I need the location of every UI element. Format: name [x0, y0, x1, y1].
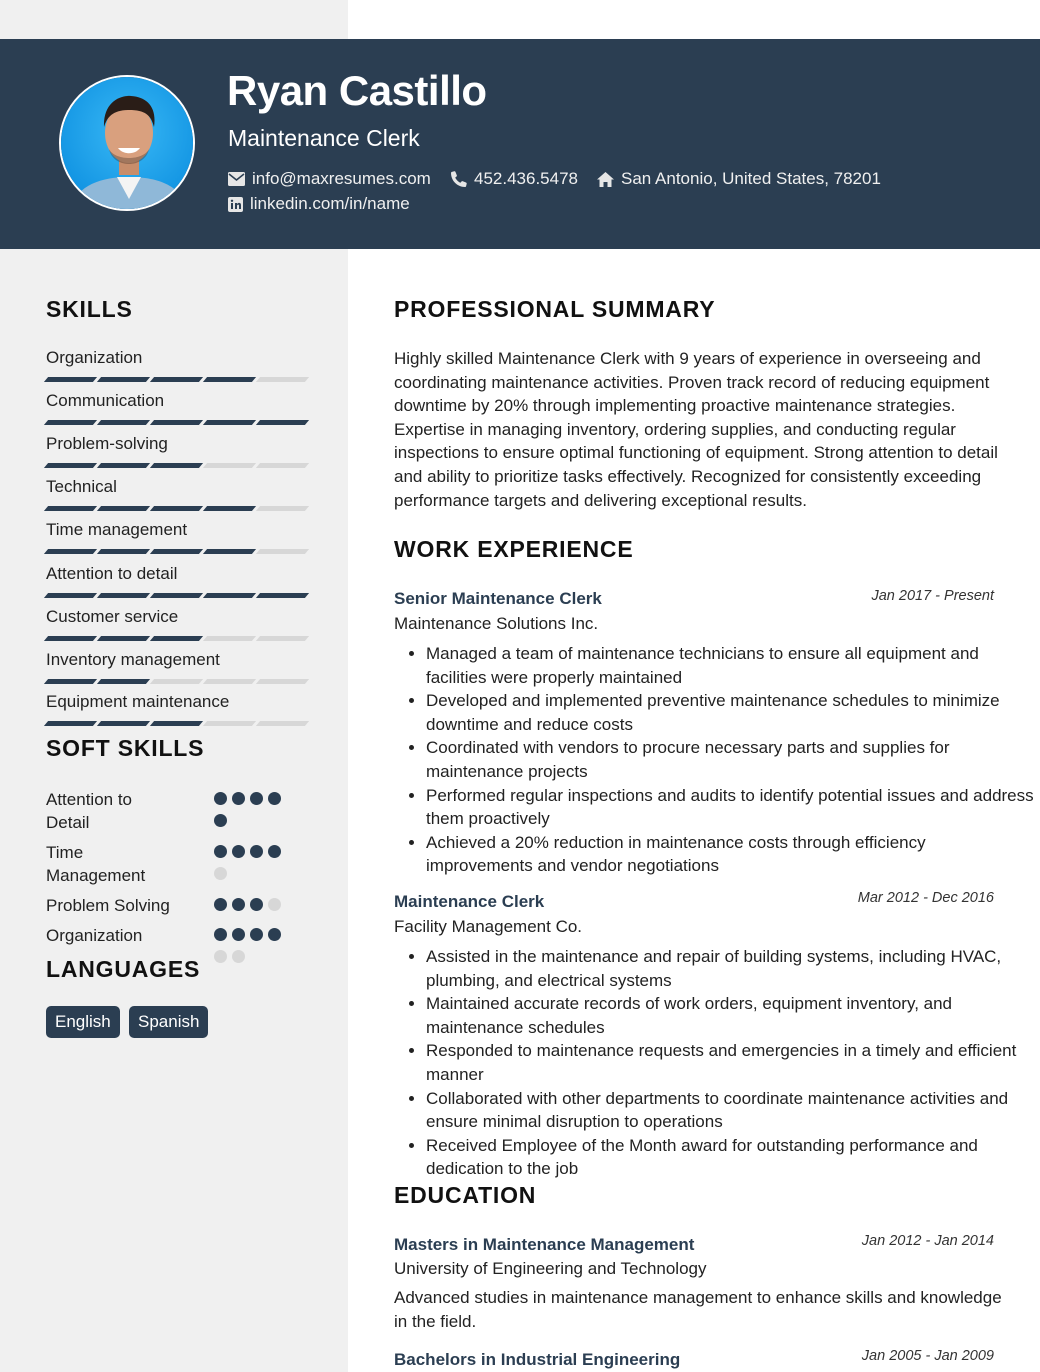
list-item: • Collaborated with other departments to coordinate maintenance activities and ensure minimal disruption to operations: [426, 1087, 1036, 1134]
degree-dates: Jan 2005 - Jan 2009: [861, 1348, 994, 1364]
skill-level-segment: [150, 721, 203, 726]
email-text: info@maxresumes.com: [252, 169, 431, 188]
skill-level-segment: [256, 549, 309, 554]
skill-level-segment: [203, 679, 256, 684]
skill-level-segment: [203, 463, 256, 468]
language-badge: Spanish: [129, 1006, 208, 1038]
soft-skill-rating: [214, 898, 286, 911]
skill-level-bar: [46, 593, 307, 598]
rating-dot: [268, 845, 281, 858]
list-item: • Received Employee of the Month award for outstanding performance and dedication to the job: [426, 1134, 1036, 1181]
soft-skill-label-line: Attention to: [46, 790, 133, 809]
list-item: • Coordinated with vendors to procure necessary parts and supplies for maintenance projects: [426, 736, 1036, 783]
skills-heading: SKILLS: [46, 296, 133, 322]
skill-level-segment: [150, 593, 203, 598]
summary-heading: PROFESSIONAL SUMMARY: [394, 296, 716, 322]
soft-skill-rating: [214, 845, 286, 880]
soft-skill-rating: [214, 792, 286, 827]
skill-level-bar: [46, 636, 307, 641]
list-item: • Achieved a 20% reduction in maintenance costs through efficiency improvements and vendor negotiations: [426, 831, 1036, 878]
skill-label: Attention to detail: [46, 564, 178, 583]
skill-level-segment: [97, 377, 150, 382]
skill-level-segment: [203, 549, 256, 554]
summary-text: Highly skilled Maintenance Clerk with 9 years of experience in overseeing and coordinating maintenance activities. Proven track record of reducing equipment downtime by 20% through implementing proactive maintenance strategies. Expertise in managing inventory, ordering supplies, and conducting regular inspections to ensure optimal functioning of equipment. Strong attention to detail and ability to prioritize tasks effectively. Recognized for consistently exceeding performance targets and delivering exceptional results.: [394, 349, 998, 510]
skill-level-segment: [256, 420, 309, 425]
soft-skill-label: [46, 841, 145, 887]
phone-icon: [451, 171, 467, 187]
degree-title: Bachelors in Industrial Engineering: [394, 1350, 681, 1369]
phone-text: 452.436.5478: [474, 169, 578, 188]
rating-dot: [268, 928, 281, 941]
rating-dot: [232, 928, 245, 941]
skill-level-segment: [150, 679, 203, 684]
soft-skill-label: [46, 788, 132, 834]
school-name: University of Engineering and Technology: [394, 1259, 707, 1278]
rating-dot: [232, 898, 245, 911]
skill-level-segment: [44, 420, 97, 425]
skill-level-segment: [44, 636, 97, 641]
skill-level-segment: [44, 721, 97, 726]
job-bullets: [394, 945, 1036, 1181]
linkedin-icon: [228, 197, 243, 212]
job-title: Maintenance Clerk: [394, 892, 545, 911]
list-item: • Assisted in the maintenance and repair of building systems, including HVAC, plumbing, and electrical systems: [426, 945, 1036, 992]
skill-level-segment: [256, 721, 309, 726]
degree-dates: Jan 2012 - Jan 2014: [861, 1233, 994, 1249]
skill-label: Inventory management: [46, 650, 220, 669]
skill-level-bar: [46, 721, 307, 726]
skill-level-segment: [44, 679, 97, 684]
rating-dot: [250, 928, 263, 941]
skill-level-segment: [44, 549, 97, 554]
skill-level-bar: [46, 420, 307, 425]
skill-level-segment: [203, 721, 256, 726]
skill-level-segment: [256, 506, 309, 511]
skill-level-segment: [44, 377, 97, 382]
soft-skills-heading: SOFT SKILLS: [46, 735, 205, 761]
rating-dot: [232, 845, 245, 858]
contact-location: [597, 169, 881, 189]
rating-dot: [232, 792, 245, 805]
soft-skill-label: [46, 894, 170, 917]
skill-level-segment: [150, 420, 203, 425]
linkedin-text: linkedin.com/in/name: [250, 194, 410, 213]
skill-level-segment: [97, 721, 150, 726]
skill-level-bar: [46, 506, 307, 511]
rating-dot: [214, 814, 227, 827]
skill-label: Time management: [46, 520, 188, 539]
skill-level-segment: [44, 593, 97, 598]
skill-level-segment: [256, 463, 309, 468]
list-item: • Developed and implemented preventive maintenance schedules to minimize downtime and reduce costs: [426, 689, 1036, 736]
list-item: • Maintained accurate records of work orders, equipment inventory, and maintenance schedules: [426, 992, 1036, 1039]
skill-level-segment: [97, 593, 150, 598]
skill-label: Problem-solving: [46, 434, 168, 453]
home-icon: [597, 172, 614, 187]
soft-skill-label-line: Organization: [46, 926, 143, 945]
job-dates: Jan 2017 - Present: [871, 588, 994, 604]
skill-level-segment: [44, 506, 97, 511]
list-item: • Managed a team of maintenance technicians to ensure all equipment and facilities were properly maintained: [426, 642, 1036, 689]
contact-phone[interactable]: [451, 169, 578, 189]
skill-level-bar: [46, 549, 307, 554]
list-item: • Responded to maintenance requests and emergencies in a timely and efficient manner: [426, 1039, 1036, 1086]
skill-level-segment: [203, 636, 256, 641]
skill-level-segment: [97, 420, 150, 425]
rating-dot: [214, 898, 227, 911]
skill-label: Equipment maintenance: [46, 692, 230, 711]
degree-description: Advanced studies in maintenance management to enhance skills and knowledge in the field.: [394, 1288, 1002, 1331]
candidate-name: Ryan Castillo: [227, 67, 487, 114]
job-bullets: [394, 642, 1036, 878]
skill-level-segment: [97, 636, 150, 641]
skill-level-segment: [203, 506, 256, 511]
rating-dot: [250, 898, 263, 911]
skill-level-segment: [44, 463, 97, 468]
soft-skill-label-line: Problem Solving: [46, 896, 170, 915]
rating-dot: [232, 950, 245, 963]
rating-dot: [214, 928, 227, 941]
skill-level-segment: [150, 506, 203, 511]
skill-level-segment: [256, 377, 309, 382]
rating-dot: [214, 950, 227, 963]
skill-label: Communication: [46, 391, 165, 410]
list-item: • Performed regular inspections and audits to identify potential issues and address them proactively: [426, 784, 1036, 831]
skill-label: Customer service: [46, 607, 179, 626]
skill-level-segment: [97, 463, 150, 468]
contact-linkedin[interactable]: [228, 194, 410, 214]
envelope-icon: [228, 172, 245, 186]
candidate-title: Maintenance Clerk: [228, 125, 420, 151]
soft-skill-label-line: Detail: [46, 813, 90, 832]
skill-label: Organization: [46, 348, 143, 367]
language-badge: English: [46, 1006, 120, 1038]
soft-skill-rating: [214, 928, 286, 963]
skill-label: Technical: [46, 477, 117, 496]
job-company: Facility Management Co.: [394, 917, 583, 936]
experience-heading: WORK EXPERIENCE: [394, 536, 634, 562]
skill-level-segment: [97, 506, 150, 511]
rating-dot: [268, 898, 281, 911]
location-text: San Antonio, United States, 78201: [621, 169, 881, 188]
profile-photo: [59, 75, 195, 211]
soft-skill-label-line: Management: [46, 866, 146, 885]
education-heading: EDUCATION: [394, 1182, 537, 1208]
soft-skill-label: [46, 924, 142, 947]
skill-level-segment: [97, 679, 150, 684]
skill-level-segment: [256, 636, 309, 641]
job-company: Maintenance Solutions Inc.: [394, 614, 599, 633]
skill-level-bar: [46, 679, 307, 684]
resume-header: [0, 39, 1040, 249]
degree-title: Masters in Maintenance Management: [394, 1235, 695, 1254]
languages-heading: LANGUAGES: [46, 956, 201, 982]
skill-level-segment: [203, 377, 256, 382]
rating-dot: [250, 792, 263, 805]
rating-dot: [214, 792, 227, 805]
skill-level-segment: [203, 420, 256, 425]
skill-level-segment: [150, 377, 203, 382]
skill-level-segment: [150, 463, 203, 468]
skill-level-segment: [97, 549, 150, 554]
job-title: Senior Maintenance Clerk: [394, 589, 602, 608]
skill-level-segment: [150, 549, 203, 554]
rating-dot: [214, 845, 227, 858]
skill-level-segment: [150, 636, 203, 641]
skill-level-bar: [46, 377, 307, 382]
rating-dot: [214, 867, 227, 880]
rating-dot: [250, 845, 263, 858]
skill-level-segment: [203, 593, 256, 598]
skill-level-segment: [256, 679, 309, 684]
skill-level-bar: [46, 463, 307, 468]
skill-level-segment: [256, 593, 309, 598]
job-dates: Mar 2012 - Dec 2016: [857, 890, 994, 906]
rating-dot: [268, 792, 281, 805]
soft-skill-label-line: Time: [46, 843, 84, 862]
contact-email[interactable]: [228, 169, 431, 189]
